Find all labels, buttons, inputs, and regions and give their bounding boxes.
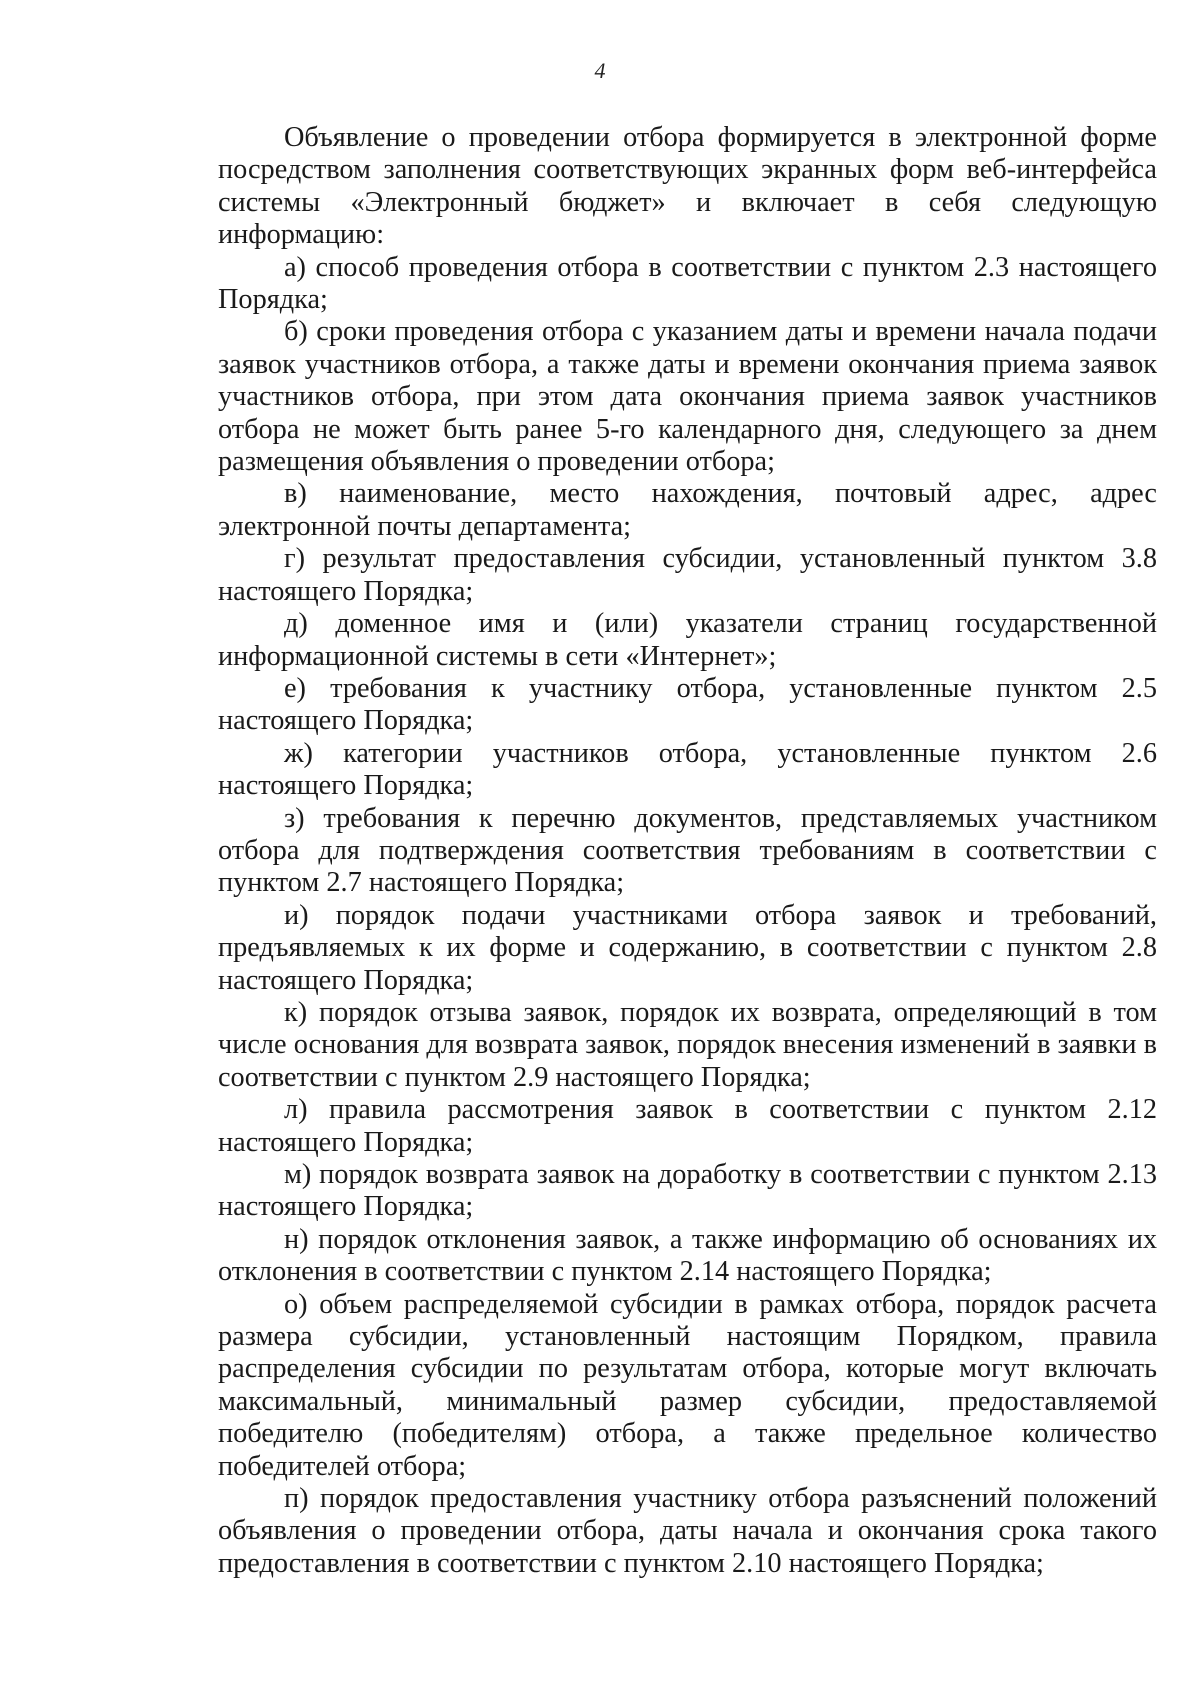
document-body: [218, 122, 1157, 1580]
page-number: 4: [594, 58, 606, 83]
list-item-a: а) способ проведения отбора в соответствии с пунктом 2.3 настоящего Порядка;: [218, 251, 1157, 316]
list-item-zh: ж) категории участников отбора, установленные пунктом 2.6 настоящего Порядка;: [218, 737, 1157, 802]
list-item-g: г) результат предоставления субсидии, установленный пунктом 3.8 настоящего Порядка;: [218, 543, 1157, 607]
list-item-o: о) объем распределяемой субсидии в рамках отбора, порядок расчета размера субсидии, установленный настоящим Порядком, правила распределения субсидии по результатам отбора, которые могут включать максимальный, минимальный размер субсидии, предоставляемой победителю (победителям) отбора, а также предельное количество победителей отбора;: [218, 1288, 1157, 1482]
paragraph-intro: Объявление о проведении отбора формируется в электронной форме посредством заполнения соответствующих экранных форм веб-интерфейса системы «Электронный бюджет» и включает в себя следующую информацию:: [218, 122, 1157, 251]
list-item-m: м) порядок возврата заявок на доработку в соответствии с пунктом 2.13 настоящего Порядка;: [218, 1159, 1157, 1223]
list-item-b: б) сроки проведения отбора с указанием даты и времени начала подачи заявок участников отбора, а также даты и времени окончания приема заявок участников отбора, при этом дата окончания приема заявок участников отбора не может быть ранее 5-го календарного дня, следующего за днем размещения объявления о проведении отбора;: [218, 316, 1157, 478]
list-item-k: к) порядок отзыва заявок, порядок их возврата, определяющий в том числе основания для возврата заявок, порядок внесения изменений в заявки в соответствии с пунктом 2.9 настоящего Порядка;: [218, 996, 1157, 1093]
list-item-i: и) порядок подачи участниками отбора заявок и требований, предъявляемых к их форме и содержанию, в соответствии с пунктом 2.8 настоящего Порядка;: [218, 899, 1157, 996]
list-item-l: л) правила рассмотрения заявок в соответствии с пунктом 2.12 настоящего Порядка;: [218, 1094, 1157, 1158]
list-item-e: е) требования к участнику отбора, установленные пунктом 2.5 настоящего Порядка;: [218, 672, 1157, 737]
list-item-z: з) требования к перечню документов, представляемых участником отбора для подтверждения соответствия требованиям в соответствии с пунктом 2.7 настоящего Порядка;: [218, 802, 1157, 899]
list-item-n: н) порядок отклонения заявок, а также информацию об основаниях их отклонения в соответствии с пунктом 2.14 настоящего Порядка;: [218, 1223, 1157, 1288]
list-item-v: в) наименование, место нахождения, почтовый адрес, адрес электронной почты департамента;: [218, 478, 1157, 542]
list-item-p: п) порядок предоставления участнику отбора разъяснений положений объявления о проведении отбора, даты начала и окончания срока такого предоставления в соответствии с пунктом 2.10 настоящего Порядка;: [218, 1483, 1157, 1579]
list-item-d: д) доменное имя и (или) указатели страниц государственной информационной системы в сети «Интернет»;: [218, 608, 1157, 672]
